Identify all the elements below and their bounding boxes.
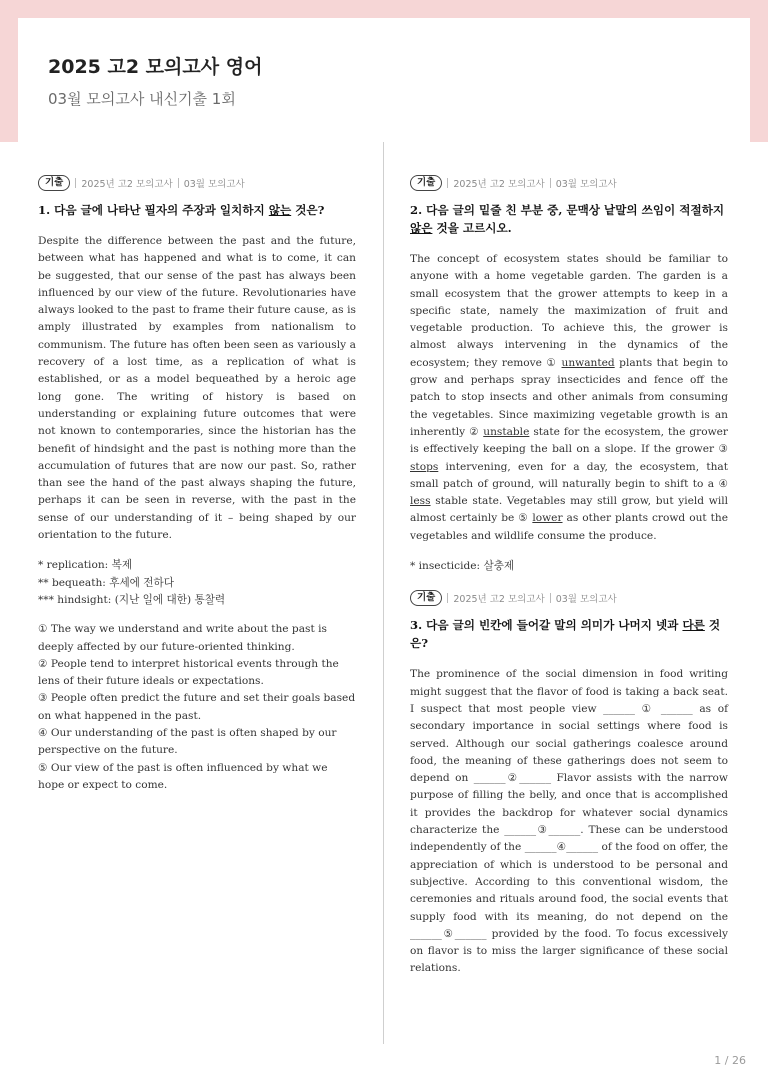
document-subtitle: 03월 모의고사 내신기출 1회 (48, 90, 236, 108)
answer-choice[interactable]: ③ People often predict the future and set their goals based on what happened in the past. (38, 692, 356, 722)
question-1-notes (38, 557, 356, 609)
left-column (38, 174, 356, 794)
underlined-word: less (410, 495, 431, 508)
question-meta (38, 174, 356, 191)
meta-separator (447, 178, 448, 188)
header-card (18, 18, 750, 142)
question-tag: 기출 (38, 175, 70, 191)
question-month: 03월 모의고사 (555, 178, 617, 190)
footnote: * insecticide: 살충제 (410, 560, 515, 573)
question-tag: 기출 (410, 590, 442, 606)
question-2-passage (410, 251, 728, 545)
meta-separator (178, 178, 179, 188)
passage-text: The concept of ecosystem states should be familiar to anyone with a home vegetable garden. The garden is a small ecosystem that the grower attempts to keep in a specific state, namely the maximization of fruit and vegetable production. To achieve this, the grower is almost always intervening in the dynamics of the ecosystem; they remove ① (410, 253, 728, 369)
column-divider (383, 142, 384, 1044)
answer-choice[interactable]: ② People tend to interpret historical events through the lens of their future ideals or expectations. (38, 657, 339, 688)
underlined-word: unstable (483, 425, 530, 438)
question-3-title (410, 616, 728, 652)
page-number: 1 / 26 (714, 1054, 746, 1067)
underlined-word: lower (532, 512, 563, 525)
title-text: 것은? (291, 203, 325, 217)
question-1-choices (38, 621, 356, 794)
answer-choice[interactable]: ④ Our understanding of the past is often shaped by our perspective on the future. (38, 727, 337, 757)
title-underlined-word: 않은 (410, 221, 433, 235)
title-underlined-word: 않는 (268, 203, 292, 217)
title-text: 1. 다음 글에 나타난 필자의 주장과 일치하지 (38, 203, 269, 217)
question-source: 2025년 고2 모의고사 (453, 178, 545, 190)
document-title: 2025 고2 모의고사 영어 (48, 56, 263, 78)
question-3-block (410, 589, 728, 977)
question-1-title (38, 201, 356, 219)
question-month: 03월 모의고사 (183, 178, 245, 190)
footnote: ** bequeath: 후세에 전하다 (38, 576, 174, 589)
title-text: 것은? (410, 618, 721, 651)
answer-choice[interactable]: ① The way we understand and write about the past is deeply affected by our future-oriented thinking. (38, 623, 327, 653)
question-meta (410, 589, 728, 606)
passage-text: stable state. Vegetables may still grow, but yield will almost certainly be ⑤ (410, 495, 728, 525)
meta-separator (550, 593, 551, 603)
underlined-word: stops (410, 460, 439, 473)
meta-separator (75, 178, 76, 188)
meta-separator (447, 593, 448, 603)
question-2-notes (410, 558, 728, 575)
question-2-title (410, 201, 728, 237)
title-text: 2. 다음 글의 밑줄 친 부분 중, 문맥상 낱말의 쓰임이 적절하지 (410, 203, 725, 217)
answer-choice[interactable]: ⑤ Our view of the past is often influenced by what we hope or expect to come. (38, 761, 328, 791)
passage-text: as other plants crowd out the vegetables and wildlife consume the produce. (410, 512, 728, 542)
question-tag: 기출 (410, 175, 442, 191)
title-text: 3. 다음 글의 빈칸에 들어갈 말의 의미가 나머지 넷과 (410, 618, 683, 633)
footnote: * replication: 복제 (38, 559, 133, 572)
title-underlined-word: 다른 (682, 618, 705, 633)
question-source: 2025년 고2 모의고사 (453, 593, 545, 605)
title-text: 것을 고르시오. (432, 221, 512, 235)
passage-text: intervening, even for a day, the ecosystem, that small patch of ground, will naturally begin to shift to a ④ (410, 460, 728, 490)
question-meta (410, 174, 728, 191)
question-1-passage: Despite the difference between the past and the future, between what has happened and what is to come, it can be suggested, that our sense of the past has always been influenced by our view of the future. Revolutionaries have always looked to the past to frame their future cause, as is amply illustrated by examples from nationalism to communism. The future has often been seen as variously a recovery of a lost time, as a replication of what is established, or as a model bequeathed by a heroic age long gone. The writing of history is based on understanding or explaining future outcomes that were not known to contemporaries, since the historian has the benefit of hindsight and the past is nothing more than the accumulation of futures that are now our past. So, rather than see the hand of the past always shaping the future, perhaps it can be seen in reverse, with the past in the sense of our understanding of it – being shaped by our orientation to the future. (38, 235, 356, 542)
question-3-passage: The prominence of the social dimension in food writing might suggest that the flavor of food is taking a back seat. I suspect that most people view ______ ① ______ as of secondary importance in social settings where food is served. Although our social gatherings coalesce around food, the meaning of these gatherings does not seem to depend on ______②______ Flavor assists with the narrow purpose of filling the belly, and once that is accomplished it provides the backdrop for whatever social dynamics characterize the ______③______. These can be understood independently of the ______④______ of the food on offer, the appreciation of which is understood to be personal and subjective. According to this conventional wisdom, the ceremonies and rituals around food, the social events that supply food with its meaning, do not depend on the ______⑤______ provided by the food. To focus excessively on flavor is to miss the larger significance of these social relations. (410, 668, 728, 975)
question-month: 03월 모의고사 (555, 593, 617, 605)
question-source: 2025년 고2 모의고사 (81, 178, 173, 190)
underlined-word: unwanted (561, 356, 615, 369)
footnote: *** hindsight: (지난 일에 대한) 통찰력 (38, 593, 226, 606)
meta-separator (550, 178, 551, 188)
passage-text: state for the ecosystem, the grower is effectively keeping the ball on a slope. If the grower ③ (410, 425, 728, 456)
right-column (410, 174, 728, 978)
passage-text: plants that begin to grow and perhaps spray insecticides and fence off the patch to stop insects and other animals from consuming the vegetables. Since maximizing vegetable growth is an inherently ② (410, 356, 728, 438)
